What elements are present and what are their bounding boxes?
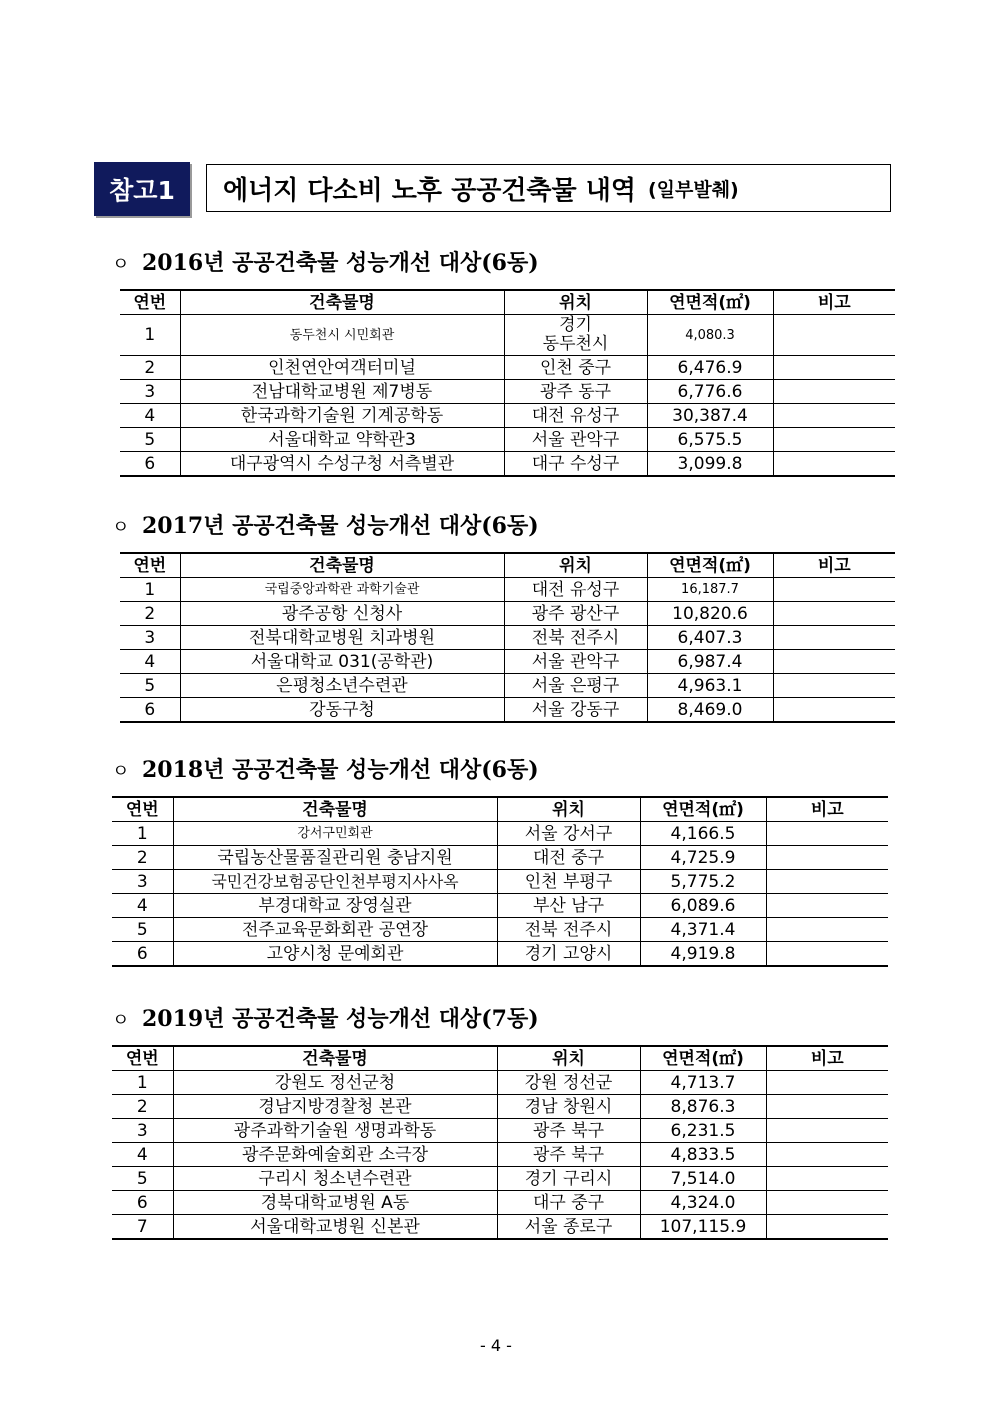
- table-cell: 전북대학교병원 치과병원: [180, 626, 504, 650]
- table-row: [120, 578, 895, 602]
- table-cell: 대구 수성구: [504, 452, 647, 477]
- table-header-cell: 연면적(㎡): [647, 553, 773, 578]
- table-cell: 서울 관악구: [504, 428, 647, 452]
- table-cell: 고양시청 문예회관: [173, 942, 497, 967]
- table-row: [112, 1143, 888, 1167]
- table-row: [112, 822, 888, 846]
- table-cell: 3,099.8: [647, 452, 773, 477]
- table-cell: 6: [112, 1191, 173, 1215]
- table-cell: [766, 1191, 888, 1215]
- table-cell: 인천연안여객터미널: [180, 356, 504, 380]
- table-cell: 경기 동두천시: [504, 315, 647, 356]
- table-2016: [120, 289, 895, 477]
- table-cell: 5: [120, 674, 180, 698]
- table-cell: 6,089.6: [640, 894, 766, 918]
- table-row: [112, 870, 888, 894]
- document-header: [94, 162, 894, 216]
- table-cell: [766, 1215, 888, 1240]
- table-cell: [766, 1071, 888, 1095]
- table-header-cell: 비고: [766, 797, 888, 822]
- table-cell: [773, 698, 895, 723]
- table-cell: 8,876.3: [640, 1095, 766, 1119]
- table-cell: 강원도 정선군청: [173, 1071, 497, 1095]
- table-cell: 6,776.6: [647, 380, 773, 404]
- table-row: [112, 1095, 888, 1119]
- table-cell: [773, 650, 895, 674]
- table-row: [112, 1191, 888, 1215]
- table-cell: [766, 822, 888, 846]
- table-header-cell: 연면적(㎡): [640, 1046, 766, 1071]
- table-cell: 동두천시 시민회관: [180, 315, 504, 356]
- table-cell: 서울 종로구: [497, 1215, 640, 1240]
- table-row: [120, 404, 895, 428]
- table-header-cell: 위치: [497, 797, 640, 822]
- table-row: [112, 942, 888, 967]
- table-cell: 1: [112, 1071, 173, 1095]
- table-row: [112, 1167, 888, 1191]
- table-cell: 경북대학교병원 A동: [173, 1191, 497, 1215]
- section-title-2017: ㅇ 2017년 공공건축물 성능개선 대상(6동): [112, 513, 539, 539]
- table-cell: 4,166.5: [640, 822, 766, 846]
- table-cell: 구리시 청소년수련관: [173, 1167, 497, 1191]
- table-cell: 2: [120, 602, 180, 626]
- table-cell: 대전 유성구: [504, 578, 647, 602]
- table-cell: 3: [120, 626, 180, 650]
- table-header-cell: 위치: [504, 553, 647, 578]
- table-cell: 국립중앙과학관 과학기술관: [180, 578, 504, 602]
- table-row: [112, 894, 888, 918]
- table-2018: [112, 796, 888, 967]
- table-header-cell: 비고: [773, 553, 895, 578]
- table-2019: [112, 1045, 888, 1240]
- table-cell: 4,371.4: [640, 918, 766, 942]
- table-header-cell: 건축물명: [180, 553, 504, 578]
- table-header-cell: 연면적(㎡): [640, 797, 766, 822]
- table-cell: 서울대학교 약학관3: [180, 428, 504, 452]
- document-title: 에너지 다소비 노후 공공건축물 내역: [223, 175, 636, 206]
- table-header-row: [120, 553, 895, 578]
- table-cell: 2: [112, 846, 173, 870]
- table-row: [112, 1215, 888, 1240]
- table-cell: [773, 578, 895, 602]
- document-title-box: [206, 164, 891, 212]
- table-cell: [773, 626, 895, 650]
- header-note: 비고: [773, 290, 895, 315]
- table-cell: [766, 870, 888, 894]
- table-cell: 5: [112, 918, 173, 942]
- table-cell: 경남지방경찰청 본관: [173, 1095, 497, 1119]
- table-cell: 5: [120, 428, 180, 452]
- table-cell: [773, 452, 895, 477]
- section-title-2019: ㅇ 2019년 공공건축물 성능개선 대상(7동): [112, 1006, 539, 1032]
- table-cell: 서울 관악구: [504, 650, 647, 674]
- table-header-row: [112, 1046, 888, 1071]
- table-cell: 대전 중구: [497, 846, 640, 870]
- table-2017: [120, 552, 895, 723]
- table-cell: 6,987.4: [647, 650, 773, 674]
- header-no: 연번: [120, 290, 180, 315]
- table-cell: [766, 894, 888, 918]
- table-cell: 광주 광산구: [504, 602, 647, 626]
- table-cell: 4: [120, 650, 180, 674]
- section-title-2016: ㅇ 2016년 공공건축물 성능개선 대상(6동): [112, 250, 539, 276]
- table-cell: 광주문화예술회관 소극장: [173, 1143, 497, 1167]
- table-cell: 서울 은평구: [504, 674, 647, 698]
- bullet-icon: ㅇ: [112, 1010, 130, 1031]
- table-cell: 대전 유성구: [504, 404, 647, 428]
- table-cell: 1: [120, 315, 180, 356]
- table-cell: [773, 674, 895, 698]
- table-cell: 강서구민회관: [173, 822, 497, 846]
- table-cell: 10,820.6: [647, 602, 773, 626]
- table-cell: 1: [112, 822, 173, 846]
- table-cell: 서울대학교 031(공학관): [180, 650, 504, 674]
- table-cell: 국민건강보험공단인천부평지사사옥: [173, 870, 497, 894]
- table-header-row: [112, 797, 888, 822]
- table-cell: 4: [120, 404, 180, 428]
- header-location: 위치: [504, 290, 647, 315]
- table-cell: 광주 북구: [497, 1119, 640, 1143]
- table-cell: 107,115.9: [640, 1215, 766, 1240]
- table-cell: 7,514.0: [640, 1167, 766, 1191]
- table-cell: [766, 1167, 888, 1191]
- table-cell: 6: [112, 942, 173, 967]
- table-cell: 6,575.5: [647, 428, 773, 452]
- table-cell: 2: [112, 1095, 173, 1119]
- table-row: [112, 846, 888, 870]
- table-cell: 한국과학기술원 기계공학동: [180, 404, 504, 428]
- table-cell: [773, 602, 895, 626]
- table-cell: [766, 1143, 888, 1167]
- table-cell: 6,476.9: [647, 356, 773, 380]
- document-subtitle: (일부발췌): [647, 178, 739, 201]
- table-cell: 3: [120, 380, 180, 404]
- table-cell: 6: [120, 698, 180, 723]
- table-cell: 4,324.0: [640, 1191, 766, 1215]
- table-cell: 4: [112, 1143, 173, 1167]
- table-cell: 16,187.7: [647, 578, 773, 602]
- table-cell: 광주과학기술원 생명과학동: [173, 1119, 497, 1143]
- table-cell: 서울 강동구: [504, 698, 647, 723]
- table-cell: 서울대학교병원 신본관: [173, 1215, 497, 1240]
- table-cell: 6: [120, 452, 180, 477]
- table-cell: 30,387.4: [647, 404, 773, 428]
- table-cell: 서울 강서구: [497, 822, 640, 846]
- table-header-cell: 비고: [766, 1046, 888, 1071]
- table-header-cell: 연번: [120, 553, 180, 578]
- table-row: [120, 698, 895, 723]
- table-header-cell: 건축물명: [173, 1046, 497, 1071]
- table-row: [112, 1071, 888, 1095]
- table-cell: 대구광역시 수성구청 서측별관: [180, 452, 504, 477]
- table-cell: 4: [112, 894, 173, 918]
- table-cell: 4,963.1: [647, 674, 773, 698]
- table-cell: 전남대학교병원 제7병동: [180, 380, 504, 404]
- table-cell: [773, 404, 895, 428]
- table-cell: 광주공항 신청사: [180, 602, 504, 626]
- table-cell: 강동구청: [180, 698, 504, 723]
- table-cell: 경남 창원시: [497, 1095, 640, 1119]
- table-cell: [766, 846, 888, 870]
- table-cell: 강원 정선군: [497, 1071, 640, 1095]
- table-cell: 광주 동구: [504, 380, 647, 404]
- table-cell: [773, 315, 895, 356]
- table-cell: 4,919.8: [640, 942, 766, 967]
- table-cell: 3: [112, 870, 173, 894]
- table-header-cell: 연번: [112, 797, 173, 822]
- section-title-2018: ㅇ 2018년 공공건축물 성능개선 대상(6동): [112, 757, 539, 783]
- table-cell: 인천 중구: [504, 356, 647, 380]
- table-row: [120, 650, 895, 674]
- table-cell: 경기 구리시: [497, 1167, 640, 1191]
- table-cell: 4,833.5: [640, 1143, 766, 1167]
- table-cell: [773, 356, 895, 380]
- table-cell: 4,725.9: [640, 846, 766, 870]
- table-cell: 은평청소년수련관: [180, 674, 504, 698]
- page-number: - 4 -: [480, 1336, 512, 1355]
- table-cell: 3: [112, 1119, 173, 1143]
- table-cell: 6,407.3: [647, 626, 773, 650]
- table-row: [120, 674, 895, 698]
- table-cell: 2: [120, 356, 180, 380]
- header-name: 건축물명: [180, 290, 504, 315]
- table-row: [112, 1119, 888, 1143]
- table-cell: 4,080.3: [647, 315, 773, 356]
- table-cell: 전주교육문화회관 공연장: [173, 918, 497, 942]
- table-cell: 1: [120, 578, 180, 602]
- table-cell: 4,713.7: [640, 1071, 766, 1095]
- table-cell: 부산 남구: [497, 894, 640, 918]
- bullet-icon: ㅇ: [112, 761, 130, 782]
- table-cell: [766, 1119, 888, 1143]
- table-header-cell: 위치: [497, 1046, 640, 1071]
- table-cell: 전북 전주시: [504, 626, 647, 650]
- reference-badge: 참고1: [94, 162, 190, 216]
- table-cell: 7: [112, 1215, 173, 1240]
- table-cell: [766, 918, 888, 942]
- table-row: [120, 626, 895, 650]
- table-header-cell: 건축물명: [173, 797, 497, 822]
- table-cell: 5,775.2: [640, 870, 766, 894]
- table-row: [120, 356, 895, 380]
- table-cell: 국립농산물품질관리원 충남지원: [173, 846, 497, 870]
- table-cell: [773, 428, 895, 452]
- header-area: 연면적(㎡): [647, 290, 773, 315]
- table-cell: 부경대학교 장영실관: [173, 894, 497, 918]
- table-cell: 5: [112, 1167, 173, 1191]
- table-row: [120, 602, 895, 626]
- table-cell: 6,231.5: [640, 1119, 766, 1143]
- table-row: [120, 380, 895, 404]
- table-row: [120, 315, 895, 356]
- table-cell: [766, 1095, 888, 1119]
- table-cell: [766, 942, 888, 967]
- bullet-icon: ㅇ: [112, 254, 130, 275]
- table-cell: [773, 380, 895, 404]
- table-cell: 광주 북구: [497, 1143, 640, 1167]
- table-cell: 경기 고양시: [497, 942, 640, 967]
- table-cell: 대구 중구: [497, 1191, 640, 1215]
- bullet-icon: ㅇ: [112, 517, 130, 538]
- table-row: [120, 428, 895, 452]
- table-cell: 8,469.0: [647, 698, 773, 723]
- table-header-cell: 연번: [112, 1046, 173, 1071]
- table-header-row: [120, 290, 895, 315]
- table-cell: 전북 전주시: [497, 918, 640, 942]
- table-row: [120, 452, 895, 477]
- table-row: [112, 918, 888, 942]
- table-cell: 인천 부평구: [497, 870, 640, 894]
